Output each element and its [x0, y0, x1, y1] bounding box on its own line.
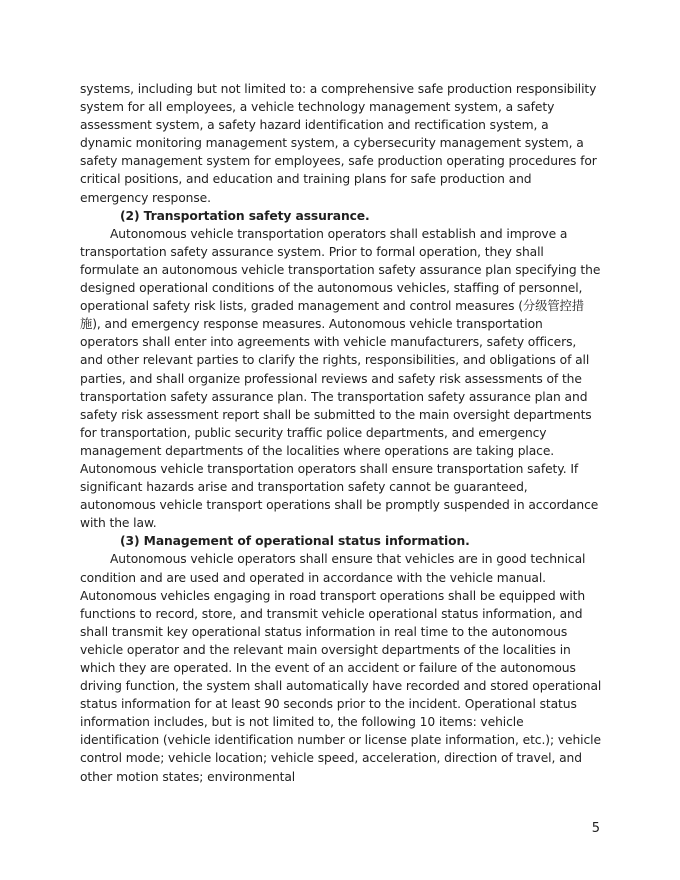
paragraph-operational-status: Autonomous vehicle operators shall ensure that vehicles are in good technical condition and are used and operated in accordance with the vehicle manual. Autonomous vehicles engaging in road transport operations shall be equipped with functions to record, store, and transmit vehicle operational status information, and shall transmit key operational status information in real time to the autonomous vehicle operator and the relevant main oversight departments of the localities in which they are operated. In the event of an accident or failure of the autonomous driving function, the system shall automatically have recorded and stored operational status information for at least 90 seconds prior to the incident. Operational status information includes, but is not limited to, the following 10 items: vehicle identification (vehicle identification number or license plate information, etc.); vehicle control mode; vehicle location; vehicle speed, acceleration, direction of travel, and other motion states; environmental	[80, 552, 602, 784]
paragraph-safety-systems-continuation: systems, including but not limited to: a comprehensive safe production responsibility system for all employees, a vehicle technology management system, a safety assessment system, a safety hazard identification and rectification system, a dynamic monitoring management system, a cybersecurity management system, a safety management system for employees, safe production operating procedures for critical positions, and education and training plans for safe production and emergency response.	[80, 82, 597, 205]
page-number: 5	[591, 821, 600, 836]
section-heading-transportation-safety: (2) Transportation safety assurance.	[120, 208, 370, 223]
paragraph-transportation-safety: Autonomous vehicle transportation operators shall establish and improve a transportation safety assurance system. Prior to formal operation, they shall formulate an autonomous vehicle transportation safety assurance plan specifying the designed operational conditions of the autonomous vehicles, staffing of personnel, operational safety risk lists, graded management and control measures (分级管控措施), and emergency response measures. Autonomous vehicle transportation operators shall enter into agreements with vehicle manufacturers, safety officers, and other relevant parties to clarify the rights, responsibilities, and obligations of all parties, and shall organize professional reviews and safety risk assessments of the transportation safety assurance plan. The transportation safety assurance plan and safety risk assessment report shall be submitted to the main oversight departments for transportation, public security traffic police departments, and emergency management departments of the localities where operations are taking place. Autonomous vehicle transportation operators shall ensure transportation safety. If significant hazards arise and transportation safety cannot be guaranteed, autonomous vehicle transport operations shall be promptly suspended in accordance with the law.	[80, 226, 601, 531]
page-body	[80, 80, 602, 786]
section-heading-operational-status: (3) Management of operational status information.	[120, 534, 470, 549]
